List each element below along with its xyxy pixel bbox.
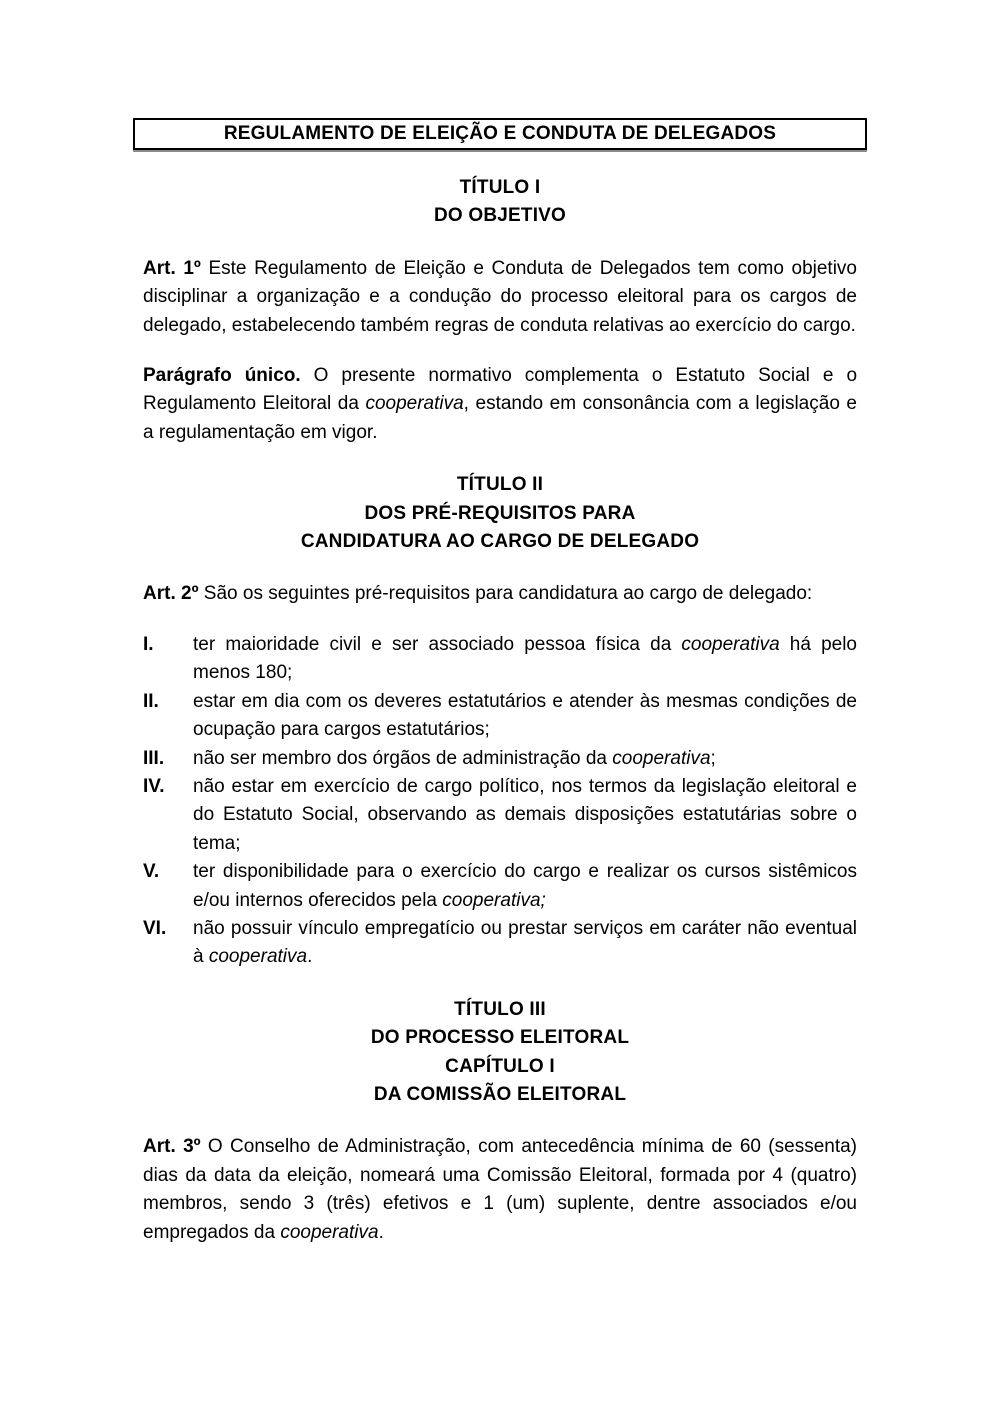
text-run: Art. 3º: [143, 1136, 208, 1158]
text-run: O Conselho de Administração, com antecedência mínima de 60 (sessenta) dias da data da eleição, nomeará uma Comissão Eleitoral, formada por 4 (quatro) membros, sendo 3 (três) efetivos e 1 (um) suplente, dentre associados e/ou empregados da: [143, 1136, 857, 1243]
text-run: .: [307, 946, 313, 968]
text-run: .: [378, 1221, 384, 1243]
list-item: [143, 915, 857, 972]
text-run: Art. 2º: [143, 583, 204, 605]
list-item-text: [193, 858, 857, 915]
list-item: [143, 631, 857, 688]
section-heading-line: TÍTULO III: [454, 998, 546, 1020]
list-item-number: I.: [143, 633, 154, 655]
document-title: REGULAMENTO DE ELEIÇÃO E CONDUTA DE DELEGADOS: [223, 123, 777, 144]
text-run: ter disponibilidade para o exercício do cargo e realizar os cursos sistêmicos e/ou internos oferecidos pela: [193, 861, 857, 911]
list-item-number: IV.: [143, 775, 165, 797]
text-run: estar em dia com os deveres estatutários e atender às mesmas condições de ocupação para cargos estatutários;: [193, 690, 857, 741]
list-item-text: [193, 688, 857, 745]
text-run: Art. 1º: [143, 257, 209, 279]
text-run: ter maioridade civil e ser associado pessoa física da: [193, 633, 682, 655]
text-run: , estando em consonância com a legislação e a regulamentação em vigor.: [143, 393, 857, 443]
text-run: não possuir vínculo empregatício ou prestar serviços em caráter não eventual à: [193, 917, 857, 968]
list-item-number: VI.: [143, 917, 167, 939]
text-run: ;: [710, 747, 716, 769]
text-run: cooperativa: [681, 633, 780, 655]
text-run: cooperativa;: [442, 889, 546, 911]
section-heading-line: TÍTULO I: [459, 177, 541, 198]
document-title-box: [133, 118, 867, 150]
section-heading-line: DO PROCESSO ELEITORAL: [370, 1027, 630, 1049]
section-heading-line: CANDIDATURA AO CARGO DE DELEGADO: [300, 531, 700, 553]
list-item-number: V.: [143, 861, 160, 883]
text-run: cooperativa: [365, 393, 464, 415]
list-item-text: [193, 631, 857, 688]
paragraph: [143, 362, 857, 447]
text-run: São os seguintes pré-requisitos para candidatura ao cargo de delegado:: [203, 583, 813, 605]
section-heading-line: DO OBJETIVO: [433, 205, 567, 227]
document-content: [143, 174, 857, 1247]
text-run: Este Regulamento de Eleição e Conduta de Delegados tem como objetivo disciplinar a organização e a condução do processo eleitoral para os cargos de delegado, estabelecendo também regras de conduta relativas ao exercício do cargo.: [143, 257, 857, 336]
list-item-number: II.: [143, 690, 159, 712]
requirements-list: [143, 631, 857, 972]
text-run: há pelo menos 180;: [193, 633, 857, 684]
list-item-text: [193, 773, 857, 858]
section-heading-line: DA COMISSÃO ELEITORAL: [373, 1083, 627, 1105]
list-item: [143, 858, 857, 915]
paragraph: [143, 1133, 857, 1247]
text-run: cooperativa: [280, 1221, 379, 1243]
section-heading: [143, 996, 857, 1110]
list-item: [143, 688, 857, 745]
text-run: cooperativa: [208, 946, 308, 968]
text-run: O presente normativo complementa o Estatuto Social e o Regulamento Eleitoral da: [143, 365, 858, 415]
section-heading-line: CAPÍTULO I: [445, 1055, 555, 1077]
list-item-text: [193, 745, 857, 773]
list-item: [143, 745, 857, 773]
text-run: cooperativa: [612, 747, 711, 769]
list-item-text: [193, 915, 857, 972]
text-run: não estar em exercício de cargo político, nos termos da legislação eleitoral e do Estatuto Social, observando as demais disposições estatutárias sobre o tema;: [193, 775, 857, 854]
section-heading: [143, 174, 857, 231]
section-heading-line: TÍTULO II: [456, 474, 544, 496]
text-run: não ser membro dos órgãos de administração da: [193, 747, 613, 769]
list-item-number: III.: [143, 747, 165, 769]
section-heading-line: DOS PRÉ-REQUISITOS PARA: [364, 502, 636, 524]
list-item: [143, 773, 857, 858]
paragraph: [143, 580, 857, 608]
paragraph: [143, 255, 857, 340]
section-heading: [143, 471, 857, 556]
text-run: Parágrafo único.: [143, 365, 314, 387]
